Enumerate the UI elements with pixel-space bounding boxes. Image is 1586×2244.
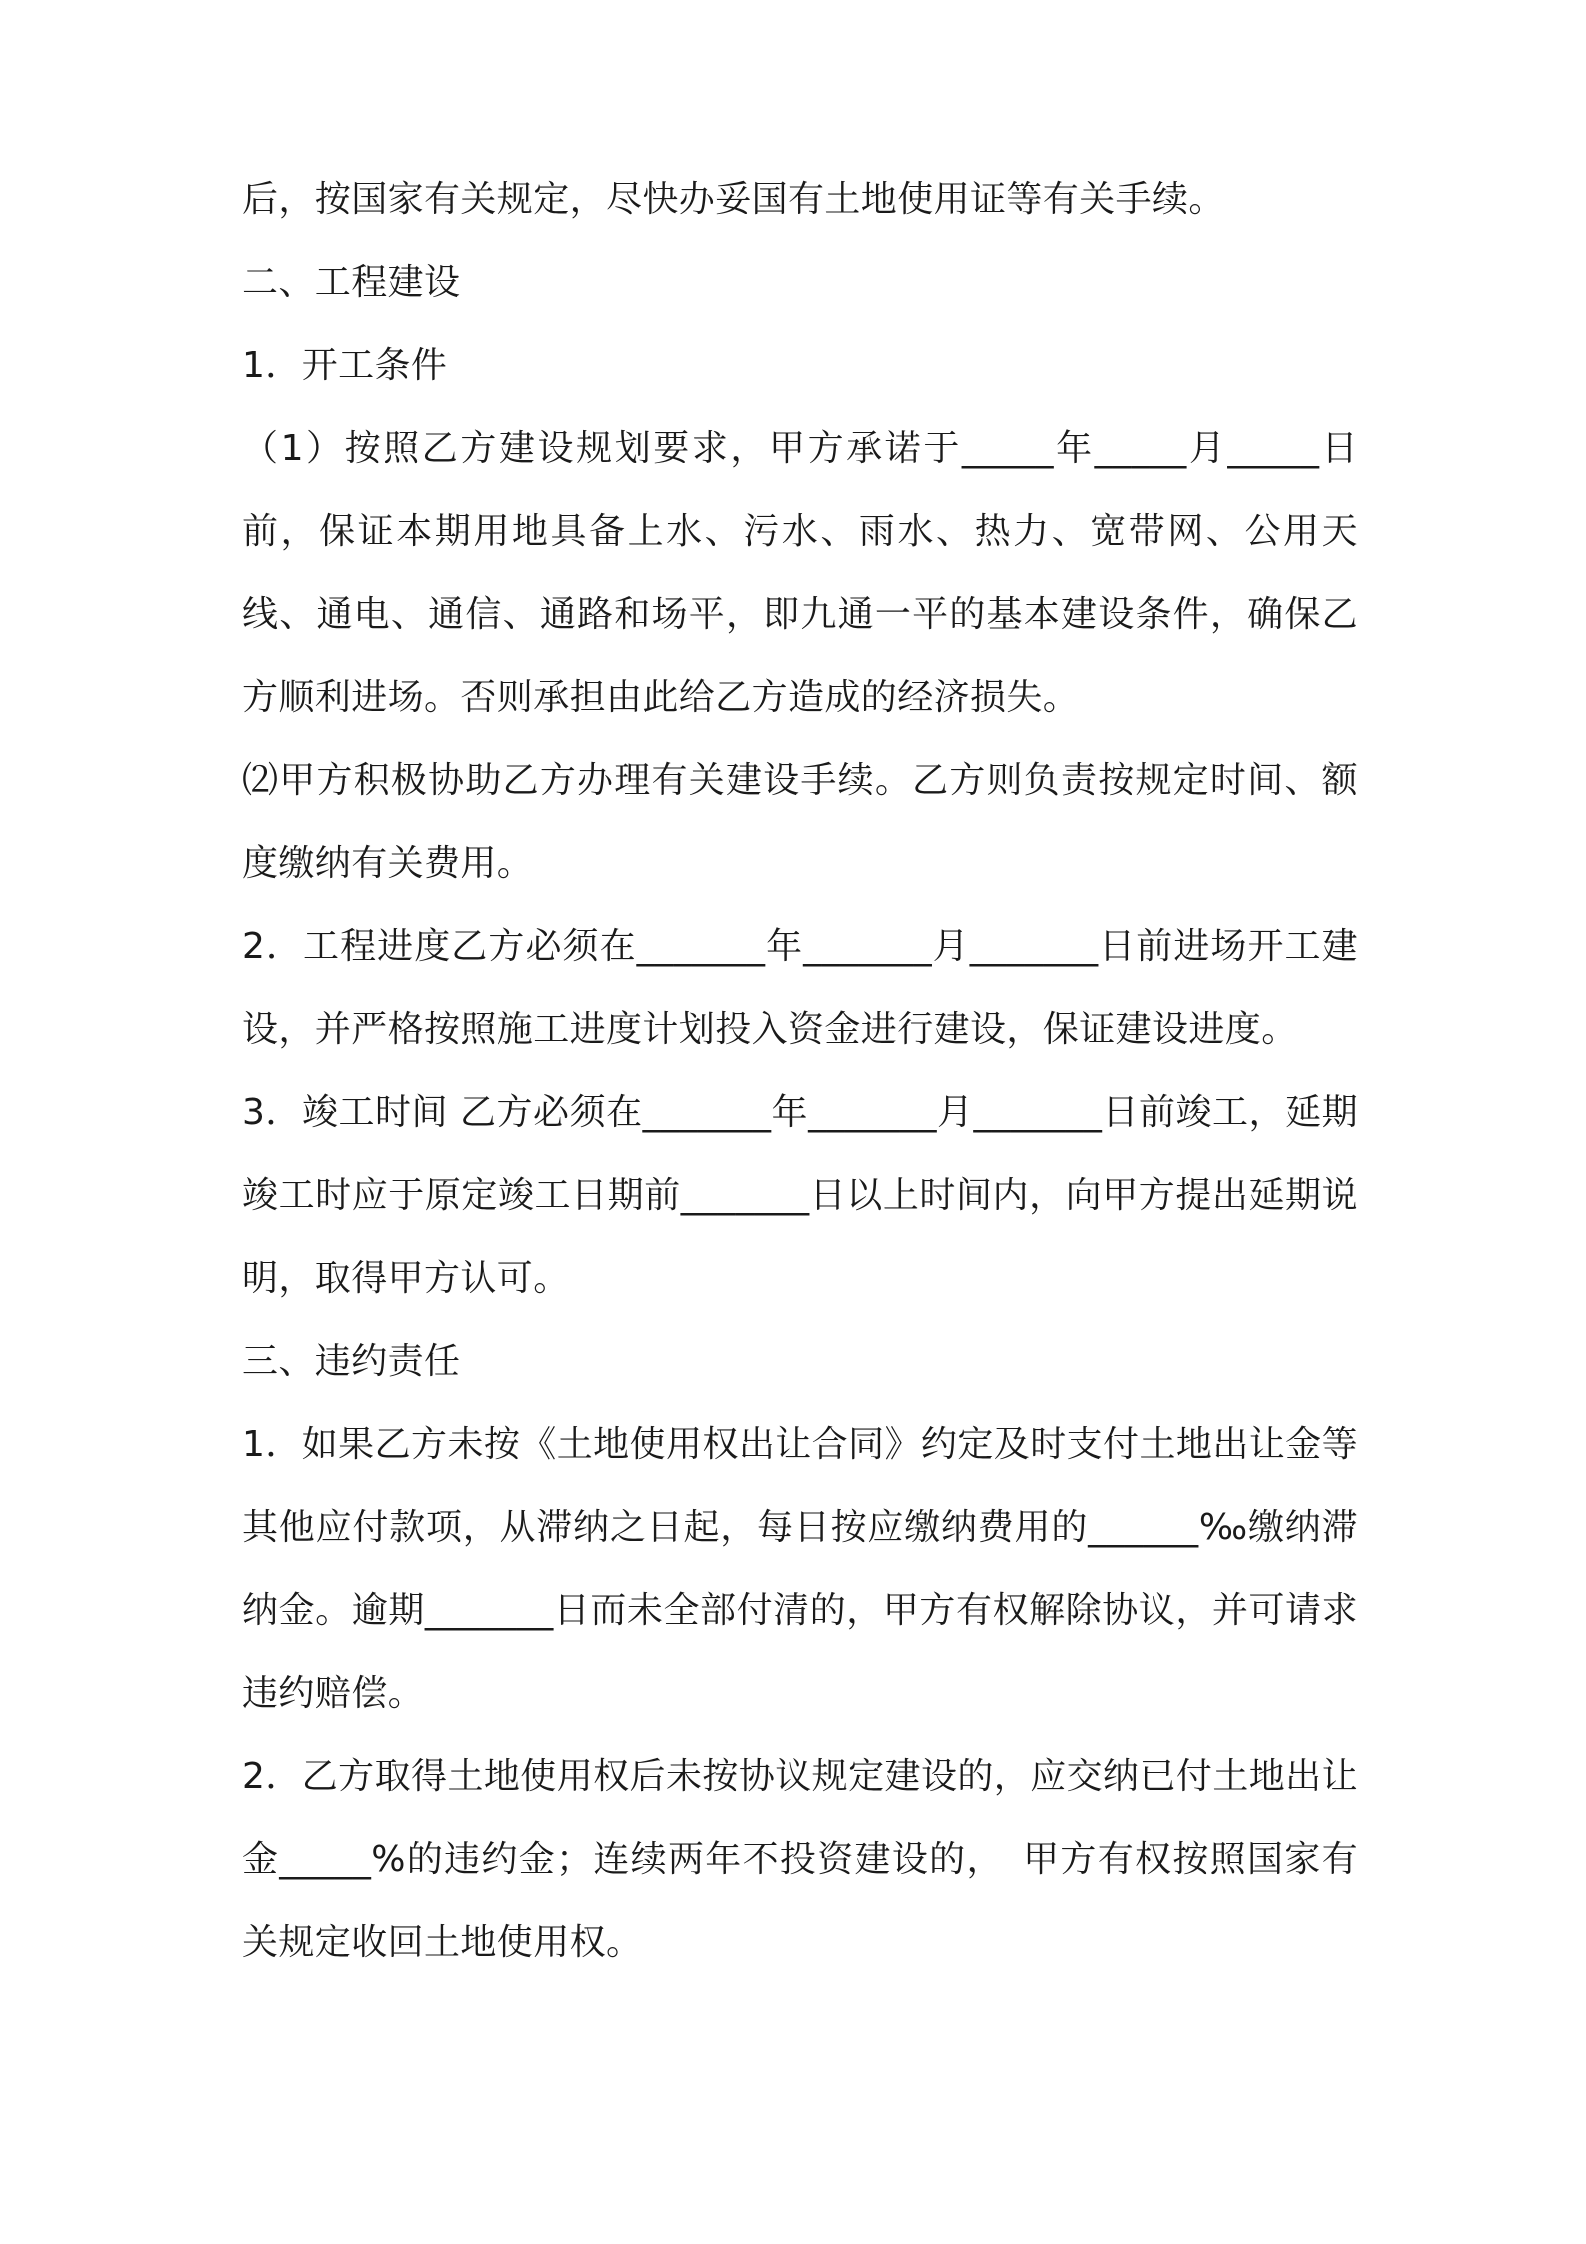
paragraph-breach-construction: 2．乙方取得土地使用权后未按协议规定建设的，应交纳已付土地出让金_____%的违约金；连续两年不投资建设的， 甲方有权按照国家有关规定收回土地使用权。: [242, 1756, 1358, 1963]
heading-liability: 三、违约责任: [242, 1341, 461, 1382]
paragraph-land-certificate: 后，按国家有关规定，尽快办妥国有土地使用证等有关手续。: [242, 179, 1225, 220]
subheading-start-conditions: 1．开工条件: [242, 345, 448, 386]
paragraph-condition-2: ⑵甲方积极协助乙方办理有关建设手续。乙方则负责按规定时间、额度缴纳有关费用。: [242, 760, 1358, 884]
paragraph-completion: 3．竣工时间 乙方必须在_______年_______月_______日前竣工，延期竣工时应于原定竣工日期前_______日以上时间内，向甲方提出延期说明，取得甲方认可。: [242, 1092, 1358, 1299]
heading-construction: 二、工程建设: [242, 262, 461, 303]
paragraph-progress: 2．工程进度乙方必须在_______年_______月_______日前进场开工建设，并严格按照施工进度计划投入资金进行建设，保证建设进度。: [242, 926, 1358, 1050]
paragraph-condition-1: （1）按照乙方建设规划要求，甲方承诺于_____年_____月_____日前，保证本期用地具备上水、污水、雨水、热力、宽带网、公用天线、通电、通信、通路和场平，即九通一平的基本建设条件，确保乙方顺利进场。否则承担由此给乙方造成的经济损失。: [242, 428, 1358, 718]
paragraph-late-payment: 1．如果乙方未按《土地使用权出让合同》约定及时支付土地出让金等其他应付款项，从滞纳之日起，每日按应缴纳费用的______‰缴纳滞纳金。逾期_______日而未全部付清的，甲方有权解除协议，并可请求违约赔偿。: [242, 1424, 1358, 1714]
